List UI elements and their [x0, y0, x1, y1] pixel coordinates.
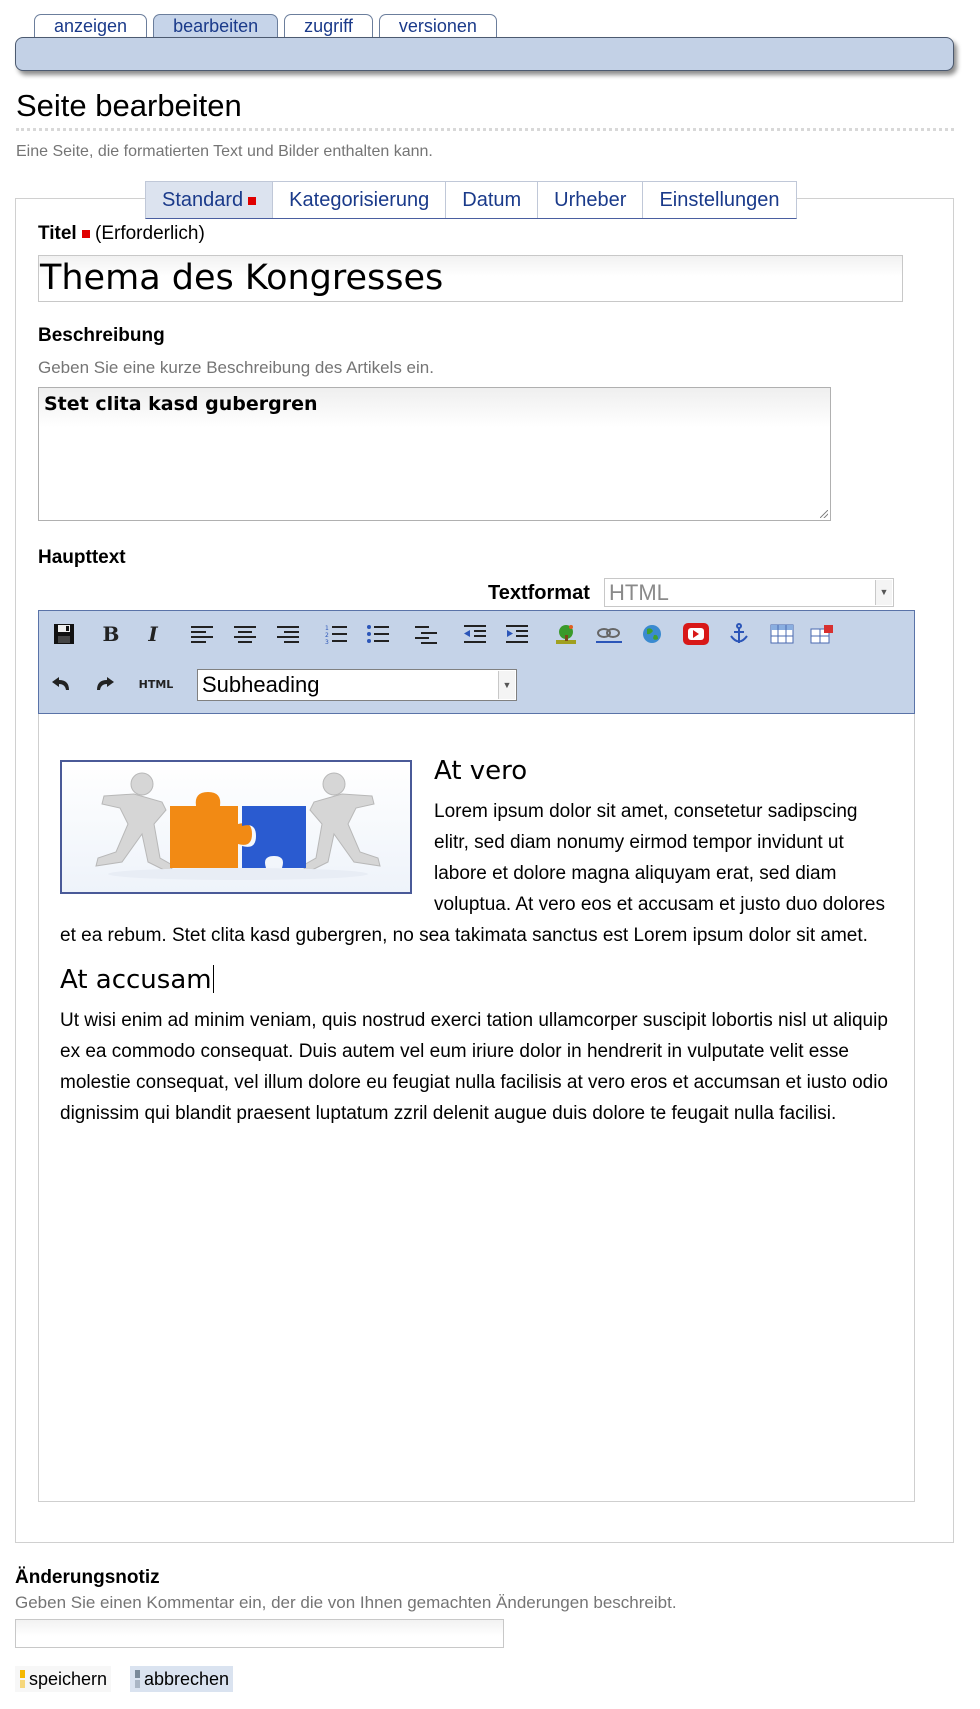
save-icon	[20, 1670, 25, 1678]
change-note-input[interactable]	[15, 1619, 504, 1648]
content-actions-tabs	[34, 14, 497, 37]
redo-icon[interactable]	[89, 669, 119, 699]
editor-toolbar	[38, 610, 915, 714]
title-divider	[16, 128, 954, 131]
align-center-icon[interactable]	[230, 619, 260, 649]
globe-icon[interactable]	[637, 619, 667, 649]
text-format-select[interactable]	[604, 578, 894, 607]
definition-list-icon[interactable]	[411, 619, 441, 649]
tab-default[interactable]	[146, 182, 272, 218]
save-icon-accent	[20, 1680, 25, 1688]
form-tabs	[145, 181, 797, 219]
align-left-icon[interactable]	[187, 619, 217, 649]
text-cursor	[213, 965, 214, 993]
save-button-label: speichern	[29, 1669, 108, 1689]
content-heading-2-text: At accusam	[60, 965, 212, 995]
svg-text:2: 2	[325, 632, 329, 639]
tab-categorization[interactable]: Kategorisierung	[272, 182, 445, 218]
italic-icon[interactable]: I	[148, 622, 158, 646]
rich-text-editor[interactable]	[38, 714, 915, 1502]
align-right-icon[interactable]	[273, 619, 303, 649]
content-heading-2[interactable]	[60, 963, 895, 997]
anchor-icon[interactable]	[724, 619, 754, 649]
content-actions-bar	[15, 37, 954, 71]
table-properties-icon[interactable]	[807, 619, 837, 649]
table-icon[interactable]	[767, 619, 797, 649]
content-paragraph-1[interactable]: Lorem ipsum dolor sit amet, consetetur sadipscing elitr, sed diam nonumy eirmod tempor invidunt ut labore et dolore magna aliquyam erat, sed diam voluptua. At vero eos et accusam et justo duo dolores et ea rebum. Stet clita kasd gubergren, no sea takimata sanctus est Lorem ipsum dolor sit amet.	[60, 801, 885, 946]
puzzle-image[interactable]	[60, 760, 412, 894]
svg-text:3: 3	[325, 639, 329, 644]
chevron-down-icon[interactable]: ▼	[875, 580, 892, 605]
insert-image-icon[interactable]	[551, 619, 581, 649]
description-textarea[interactable]	[38, 387, 831, 521]
tab-versions[interactable]: versionen	[379, 14, 497, 37]
cancel-button[interactable]	[130, 1666, 233, 1692]
title-input[interactable]: Thema des Kongresses	[38, 255, 903, 302]
paragraph-style-value: Subheading	[202, 672, 320, 697]
save-button[interactable]	[15, 1666, 111, 1692]
link-icon[interactable]	[594, 619, 624, 649]
numbered-list-icon[interactable]	[321, 619, 351, 649]
change-note-help: Geben Sie einen Kommentar ein, der die von Ihnen gemachten Änderungen beschreibt.	[15, 1593, 677, 1612]
paragraph-style-select[interactable]	[197, 669, 517, 701]
text-format-label: Textformat	[488, 582, 590, 604]
editor-content[interactable]	[60, 734, 895, 1141]
content-heading-1[interactable]: At vero	[434, 756, 528, 786]
page-title: Seite bearbeiten	[16, 88, 242, 123]
resize-grip[interactable]	[820, 510, 828, 518]
html-source-button[interactable]: HTML	[138, 677, 174, 691]
text-format-value: HTML	[609, 580, 669, 605]
cancel-button-label: abbrechen	[144, 1669, 230, 1689]
required-text: (Erforderlich)	[95, 223, 205, 244]
save-icon[interactable]	[49, 619, 79, 649]
youtube-icon[interactable]	[681, 619, 711, 649]
description-help: Geben Sie eine kurze Beschreibung des Artikels ein.	[38, 358, 434, 377]
required-marker	[248, 197, 256, 205]
bold-icon[interactable]: B	[102, 622, 120, 646]
outdent-icon[interactable]	[460, 619, 490, 649]
content-paragraph-2[interactable]: Ut wisi enim ad minim veniam, quis nostrud exerci tation ullamcorper suscipit lobortis nisl ut aliquip ex ea commodo consequat. Duis autem vel eum iriure dolor in hendrerit in vulputate velit esse molestie consequat, vel illum dolore eu feugiat nulla facilisis at vero eros et accumsan et iusto odio dignissim qui blandit praesent luptatum zzril delenit augue duis dolore te feugait nulla facilisi.	[60, 1010, 888, 1124]
description-value: Stet clita kasd gubergren	[44, 393, 318, 415]
title-label-text: Titel	[38, 223, 77, 244]
cancel-icon-accent	[135, 1680, 140, 1688]
tab-dates[interactable]: Datum	[445, 182, 537, 218]
tab-default-label: Standard	[162, 189, 244, 211]
tab-settings[interactable]: Einstellungen	[642, 182, 795, 218]
undo-icon[interactable]	[47, 669, 77, 699]
svg-text:1: 1	[325, 625, 329, 632]
title-label	[38, 223, 205, 245]
chevron-down-icon[interactable]: ▼	[498, 671, 515, 699]
bullet-list-icon[interactable]	[363, 619, 393, 649]
required-marker	[82, 230, 90, 238]
tab-access[interactable]: zugriff	[284, 14, 373, 37]
indent-icon[interactable]	[502, 619, 532, 649]
change-note-label: Änderungsnotiz	[15, 1567, 160, 1588]
body-label: Haupttext	[38, 547, 126, 568]
tab-ownership[interactable]: Urheber	[537, 182, 642, 218]
description-label: Beschreibung	[38, 325, 165, 346]
tab-edit[interactable]: bearbeiten	[153, 14, 278, 37]
tab-view[interactable]: anzeigen	[34, 14, 147, 37]
page-description: Eine Seite, die formatierten Text und Bilder enthalten kann.	[16, 143, 433, 160]
cancel-icon	[135, 1670, 140, 1678]
